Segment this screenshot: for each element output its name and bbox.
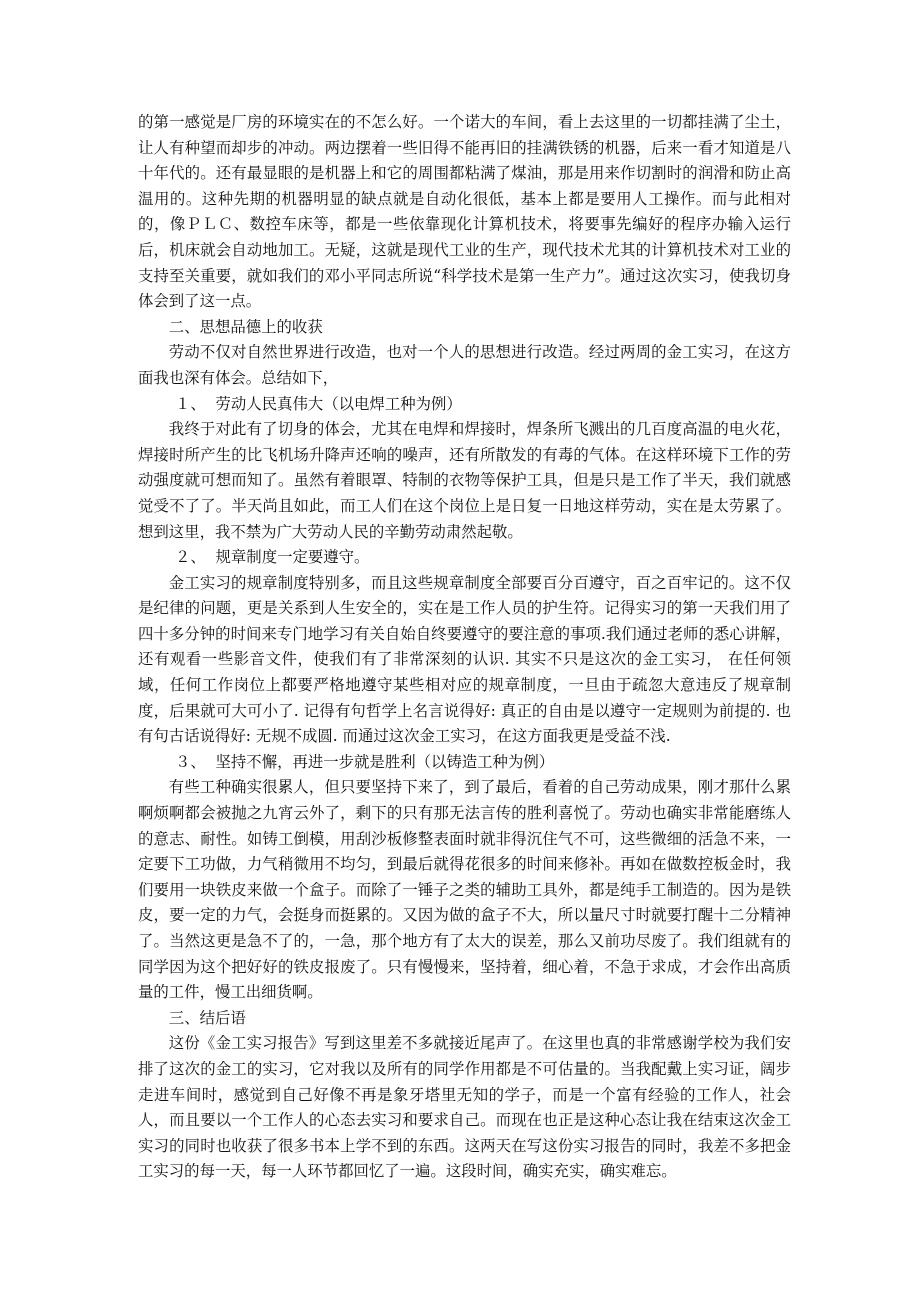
numbered-item-2: ２、 规章制度一定要遵守。 <box>174 548 370 567</box>
paragraph-conclusion: 这份《金工实习报告》写到这里差不多就接近尾声了。在这里也真的非常感谢学校为我们安排了这次的金工的实习，它对我以及所有的同学作用都是不可估量的。当我配戴上实习证，阔步走进车间时，感觉到自己好像不再是象牙塔里无知的学子，而是一个富有经验的工作人，社会人，而且要以一个工作人的心态去实习和要求自己。而现在也正是这种心态让我在结束这次金工实习的同时也收获了很多书本上学不到的东西。这两天在写这份实习报告的同时，我差不多把金工实习的每一天，每一人环节都回忆了一遍。这段时间，确实充实，确实难忘。 <box>138 1034 791 1181</box>
paragraph-welding: 我终于对此有了切身的体会，尤其在电焊和焊接时，焊条所飞溅出的几百度高温的电火花，焊接时所产生的比飞机场升降声还响的噪声，还有所散发的有毒的气体。在这样环境下工作的劳动强度就可想而知了。虽然有着眼罩、特制的衣物等保护工具，但是只是工作了半天，我们就感觉受不了了。半天尚且如此，而工人们在这个岗位上是日复一日地这样劳动，实在是太劳累了。想到这里，我不禁为广大劳动人民的辛勤劳动肃然起敬。 <box>138 420 791 541</box>
section-heading-conclusion: 三、结后语 <box>168 1008 246 1027</box>
section-heading-moral-gains: 二、思想品德上的收获 <box>168 317 323 336</box>
paragraph-continued: 的第一感觉是厂房的环境实在的不怎么好。一个诺大的车间，看上去这里的一切都挂满了尘土，让人有种望而却步的冲动。两边摆着一些旧得不能再旧的挂满铁锈的机器，后来一看才知道是八十年代的。还有最显眼的是机器上和它的周围都粘满了煤油，那是用来作切割时的润滑和防止高温用的。这种先期的机器明显的缺点就是自动化很低，基本上都是要用人工操作。而与此相对的，像ＰＬＣ、数控车床等，都是一些依靠现化计算机技术，将要事先编好的程序办输入运行后，机床就会自动地加工。无疑，这就是现代工业的生产，现代技术尤其的计算机技术对工业的支持至关重要，就如我们的邓小平同志所说“科学技术是第一生产力”。通过这次实习，使我切身体会到了这一点。 <box>138 113 791 311</box>
paragraph-rules: 金工实习的规章制度特别多，而且这些规章制度全部要百分百遵守，百之百牢记的。这不仅是纪律的问题，更是关系到人生安全的，实在是工作人员的护生符。记得实习的第一天我们用了四十多分钟的时间来专门地学习有关自始自终要遵守的要注意的事项.我们通过老师的悉心讲解，还有观看一些影音文件，使我们有了非常深刻的认识. 其实不只是这次的金工实习， 在任何领域，任何工作岗位上都要严格地遵守某些相对应的规章制度，一旦由于疏忽大意违反了规章制度，后果就可大可小了. 记得有句哲学上名言说得好: 真正的自由是以遵守一定规则为前提的. 也有句古话说得好: 无规不成圆. 而通过这次金工实习，在这方面我更是受益不浅. <box>138 573 791 746</box>
numbered-item-3: ３、 坚持不懈，再进一步就是胜利（以铸造工种为例） <box>174 752 555 771</box>
numbered-item-1: １、 劳动人民真伟大（以电焊工种为例） <box>174 394 462 413</box>
document-page <box>138 110 791 1185</box>
paragraph-labor-transformation: 劳动不仅对自然世界进行改造，也对一个人的思想进行改造。经过两周的金工实习，在这方面我也深有体会。总结如下， <box>138 343 791 387</box>
paragraph-perseverance: 有些工种确实很累人，但只要坚持下来了，到了最后，看着的自己劳动成果，刚才那什么累啊烦啊都会被抛之九宵云外了，剩下的只有那无法言传的胜利喜悦了。劳动也确实非常能磨练人的意志、耐性。如铸工倒模，用刮沙板修整表面时就非得沉住气不可，这些微细的活急不来，一定要下工功做，力气稍微用不均匀，到最后就得花很多的时间来修补。再如在做数控板金时，我们要用一块铁皮来做一个盒子。而除了一锤子之类的辅助工具外，都是纯手工制造的。因为是铁皮，要一定的力气，会挺身而挺累的。又因为做的盒子不大，所以量尺寸时就要打醒十二分精神了。当然这更是急不了的，一急，那个地方有了太大的误差，那么又前功尽废了。我们组就有的同学因为这个把好好的铁皮报废了。只有慢慢来，坚持着，细心着，不急于求成，才会作出高质量的工件，慢工出细货啊。 <box>138 778 791 1002</box>
